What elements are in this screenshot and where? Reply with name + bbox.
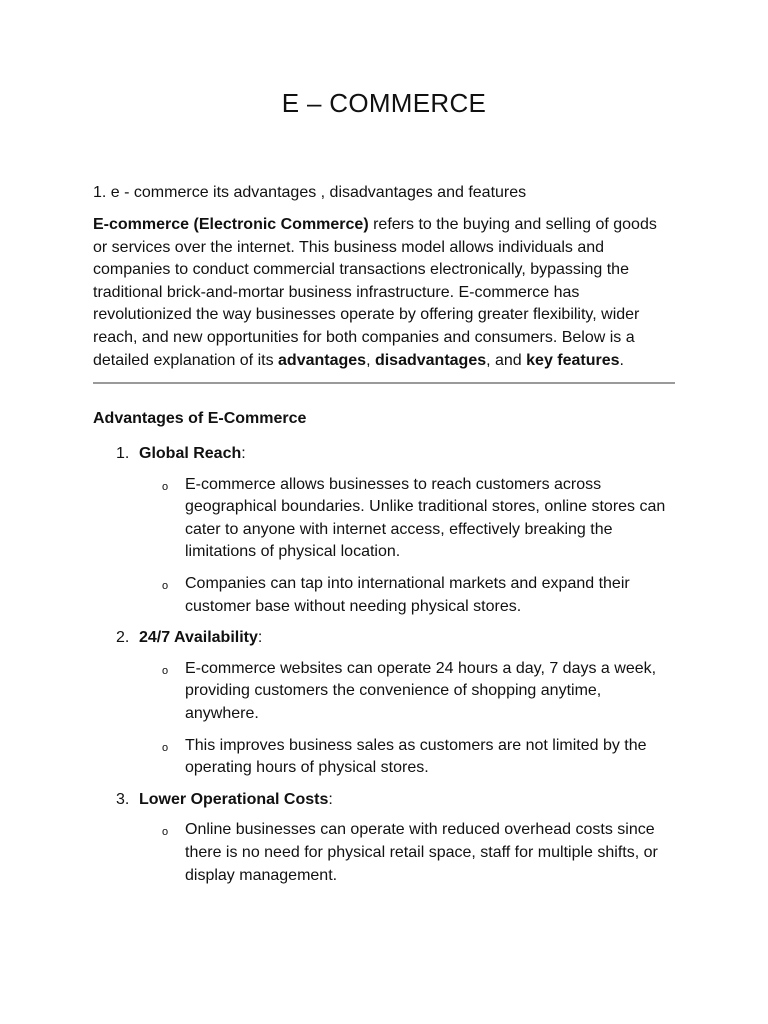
bullet-circle-icon: o <box>162 579 169 592</box>
bullet-circle-icon: o <box>162 664 169 677</box>
list-number: 1. <box>116 445 130 462</box>
intro-key-features: key features <box>526 351 620 369</box>
list-item-colon: : <box>257 629 263 647</box>
intro-advantages: advantages <box>278 351 367 369</box>
list-item-title: Global Reach <box>139 445 242 462</box>
bullet-text: E-commerce allows businesses to reach customers across geographical boundaries. Unlike traditional stores, online stores can cater to anyone with internet access, effectively breaking the limitations of physical location. <box>185 475 666 561</box>
horizontal-rule <box>93 382 675 384</box>
bullet-item <box>93 573 675 618</box>
list-number: 2. <box>116 629 130 647</box>
bullet-circle-icon: o <box>162 741 169 754</box>
bullet-circle-icon: o <box>162 826 169 839</box>
bullet-item <box>93 819 675 887</box>
intro-line: 1. e - commerce its advantages , disadvantages and features <box>93 184 527 201</box>
list-item-title: 24/7 Availability <box>139 629 258 647</box>
list-item-colon: : <box>328 790 333 808</box>
list-item-availability <box>93 627 675 650</box>
bullet-text: This improves business sales as customers are not limited by the operating hours of physical stores. <box>185 736 647 777</box>
advantages-list <box>93 443 675 887</box>
list-item-title: Lower Operational Costs <box>139 790 329 808</box>
list-item-lower-costs <box>93 789 675 812</box>
advantages-heading: Advantages of E-Commerce <box>93 410 307 427</box>
bullet-text: Online businesses can operate with reduced overhead costs since there is no need for physical retail space, staff for multiple shifts, or display management. <box>185 821 658 884</box>
intro-paragraph <box>93 214 673 372</box>
bullet-item <box>93 658 675 726</box>
list-item-global-reach <box>93 443 675 466</box>
intro-sep: , and <box>486 351 527 369</box>
bullet-item <box>93 735 675 780</box>
intro-text: refers to the buying and selling of goods or services over the internet. This business model allows individuals and companies to conduct commercial transactions electronically, bypassing the traditional brick-and-mortar business infrastructure. E-commerce has revolutionized the way businesses operate by offering greater flexibility, wider reach, and new opportunities for both companies and consumers. Below is a detailed explanation of its <box>93 216 657 369</box>
bullet-text: E-commerce websites can operate 24 hours a day, 7 days a week, providing customers the convenience of shopping anytime, anywhere. <box>185 659 657 722</box>
intro-term: E-commerce (Electronic Commerce) <box>93 216 369 233</box>
intro-end: . <box>619 351 624 369</box>
list-number: 3. <box>116 790 130 808</box>
document-title: E – COMMERCE <box>281 88 487 118</box>
intro-sep: , <box>366 351 375 369</box>
list-item-colon: : <box>241 445 246 462</box>
bullet-circle-icon: o <box>162 480 169 493</box>
bullet-text: Companies can tap into international markets and expand their customer base without needing physical stores. <box>185 574 630 615</box>
bullet-item <box>93 474 675 564</box>
intro-disadvantages: disadvantages <box>374 351 487 369</box>
